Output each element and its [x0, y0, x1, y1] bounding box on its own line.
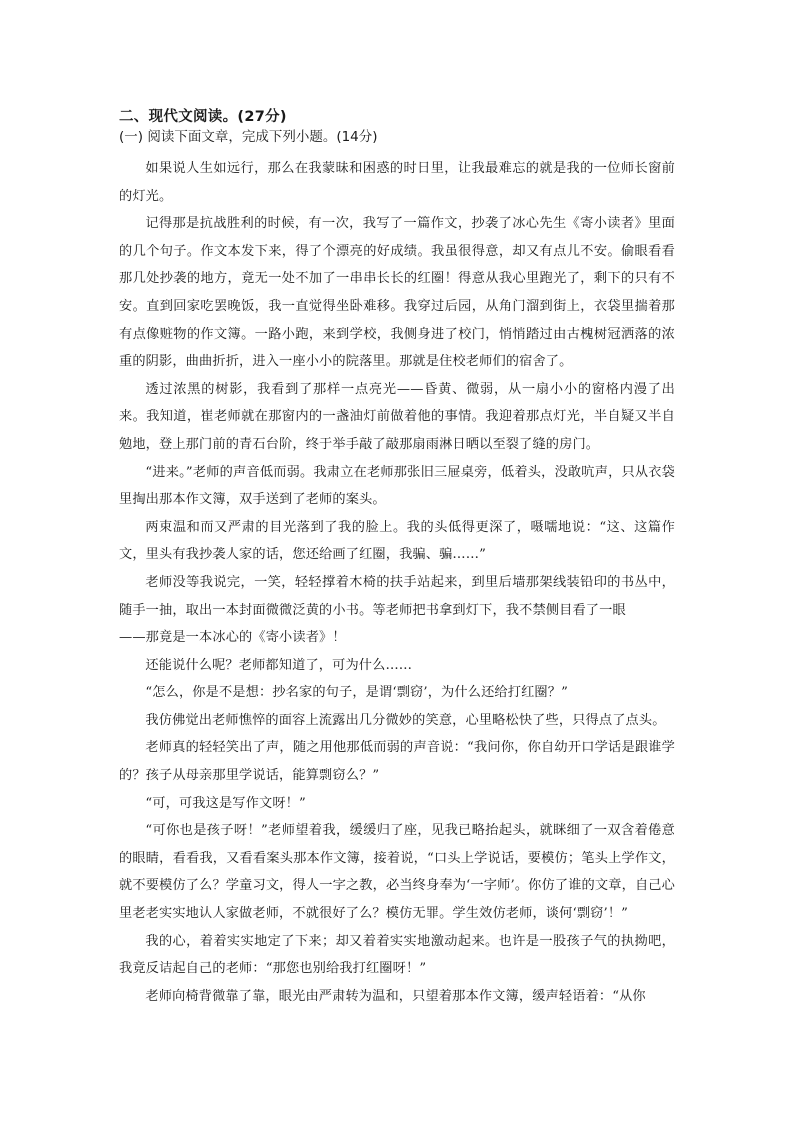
passage-paragraph-12: “可，可我这是写作文呀！”: [145, 795, 306, 811]
passage-paragraph-2: 记得那是抗战胜利的时候，有一次，我写了一篇作文，抄袭了冰心先生《寄小读者》里面的几个句子。作文本发下来，得了个漂亮的好成绩。我虽很得意，却又有点儿不安。偷眼看看那几处抄袭的地方，竟无一处不加了一串串长长的红圈！得意从我心里跑光了，剩下的只有不安。直到回家吃罢晚饭，我一直觉得坐卧难移。我穿过后园，从角门溜到街上，衣袋里揣着那有点像赃物的作文簿。一路小跑，来到学校，我侧身进了校门，悄悄踏过由古槐树冠洒落的浓重的阴影，曲曲折折，进入一座小小的院落里。那就是住校老师们的宿舍了。: [119, 216, 675, 370]
passage-paragraph-6: 老师没等我说完，一笑，轻轻撑着木椅的扶手站起来，到里后墙那架线装铅印的书丛中，随手一抽，取出一本封面微微泛黄的小书。等老师把书拿到灯下，我不禁侧目看了一眼: [119, 574, 675, 618]
passage-paragraph-3: 透过浓黑的树影，我看到了那样一点亮光——昏黄、微弱，从一扇小小的窗格内漫了出来。我知道，崔老师就在那窗内的一盏油灯前做着他的事情。我迎着那点灯光，半自疑又半自勉地，登上那门前的青石台阶，终于举手敲了敲那扇雨淋日晒以至裂了缝的房门。: [119, 381, 675, 452]
passage-paragraph-4: “进来。”老师的声音低而弱。我肃立在老师那张旧三屉桌旁，低着头，没敢吭声，只从衣袋里掏出那本作文簿，双手送到了老师的案头。: [119, 464, 675, 508]
passage-paragraph-5: 两束温和而又严肃的目光落到了我的脸上。我的头低得更深了，嗫嚅地说：“这、这篇作文，里头有我抄袭人家的话，您还给画了红圈，我骗、骗……”: [119, 519, 675, 563]
passage-paragraph-9: “怎么，你是不是想：抄名家的句子，是谓‘剽窃’，为什么还给打红圈？”: [145, 685, 568, 701]
passage-paragraph-8: 还能说什么呢？老师都知道了，可为什么……: [145, 657, 413, 673]
question-instruction: (一) 阅读下面文章，完成下列小题。(14分): [119, 129, 378, 145]
passage-paragraph-1: 如果说人生如远行，那么在我蒙昧和困惑的时日里，让我最难忘的就是我的一位师长窗前的灯光。: [119, 161, 675, 204]
passage-paragraph-7: ——那竟是一本冰心的《寄小读者》！: [119, 630, 346, 646]
passage-paragraph-10: 我仿佛觉出老师憔悴的面容上流露出几分微妙的笑意，心里略松快了些，只得点了点头。: [145, 712, 666, 728]
document-page: [119, 108, 675, 1010]
passage-paragraph-15: 老师向椅背微靠了靠，眼光由严肃转为温和，只望着那本作文簿，缓声轻语着：“从你: [145, 988, 646, 1004]
section-title: 二、现代文阅读。(27分): [119, 109, 287, 125]
passage-paragraph-14: 我的心，着着实实地定了下来；却又着着实实地激动起来。也许是一股孩子气的执拗吧，我竟反诘起自己的老师：“那您也别给我打红圈呀！”: [119, 933, 675, 977]
passage-paragraph-13: “可你也是孩子呀！”老师望着我，缓缓归了座，见我已略抬起头，就眯细了一双含着倦意的眼睛，看看我，又看看案头那本作文簿，接着说，“口头上学说话，要模仿；笔头上学作文，就不要模仿了么？学童习文，得人一字之教，必当终身奉为‘一字师’。你仿了谁的文章，自己心里老老实实地认人家做老师，不就很好了么？模仿无罪。学生效仿老师，谈何‘剽窃’！”: [119, 823, 675, 922]
passage-paragraph-11: 老师真的轻轻笑出了声，随之用他那低而弱的声音说：“我问你，你自幼开口学话是跟谁学的？孩子从母亲那里学说话，能算剽窃么？”: [119, 740, 675, 784]
reading-passage: [119, 155, 675, 1010]
